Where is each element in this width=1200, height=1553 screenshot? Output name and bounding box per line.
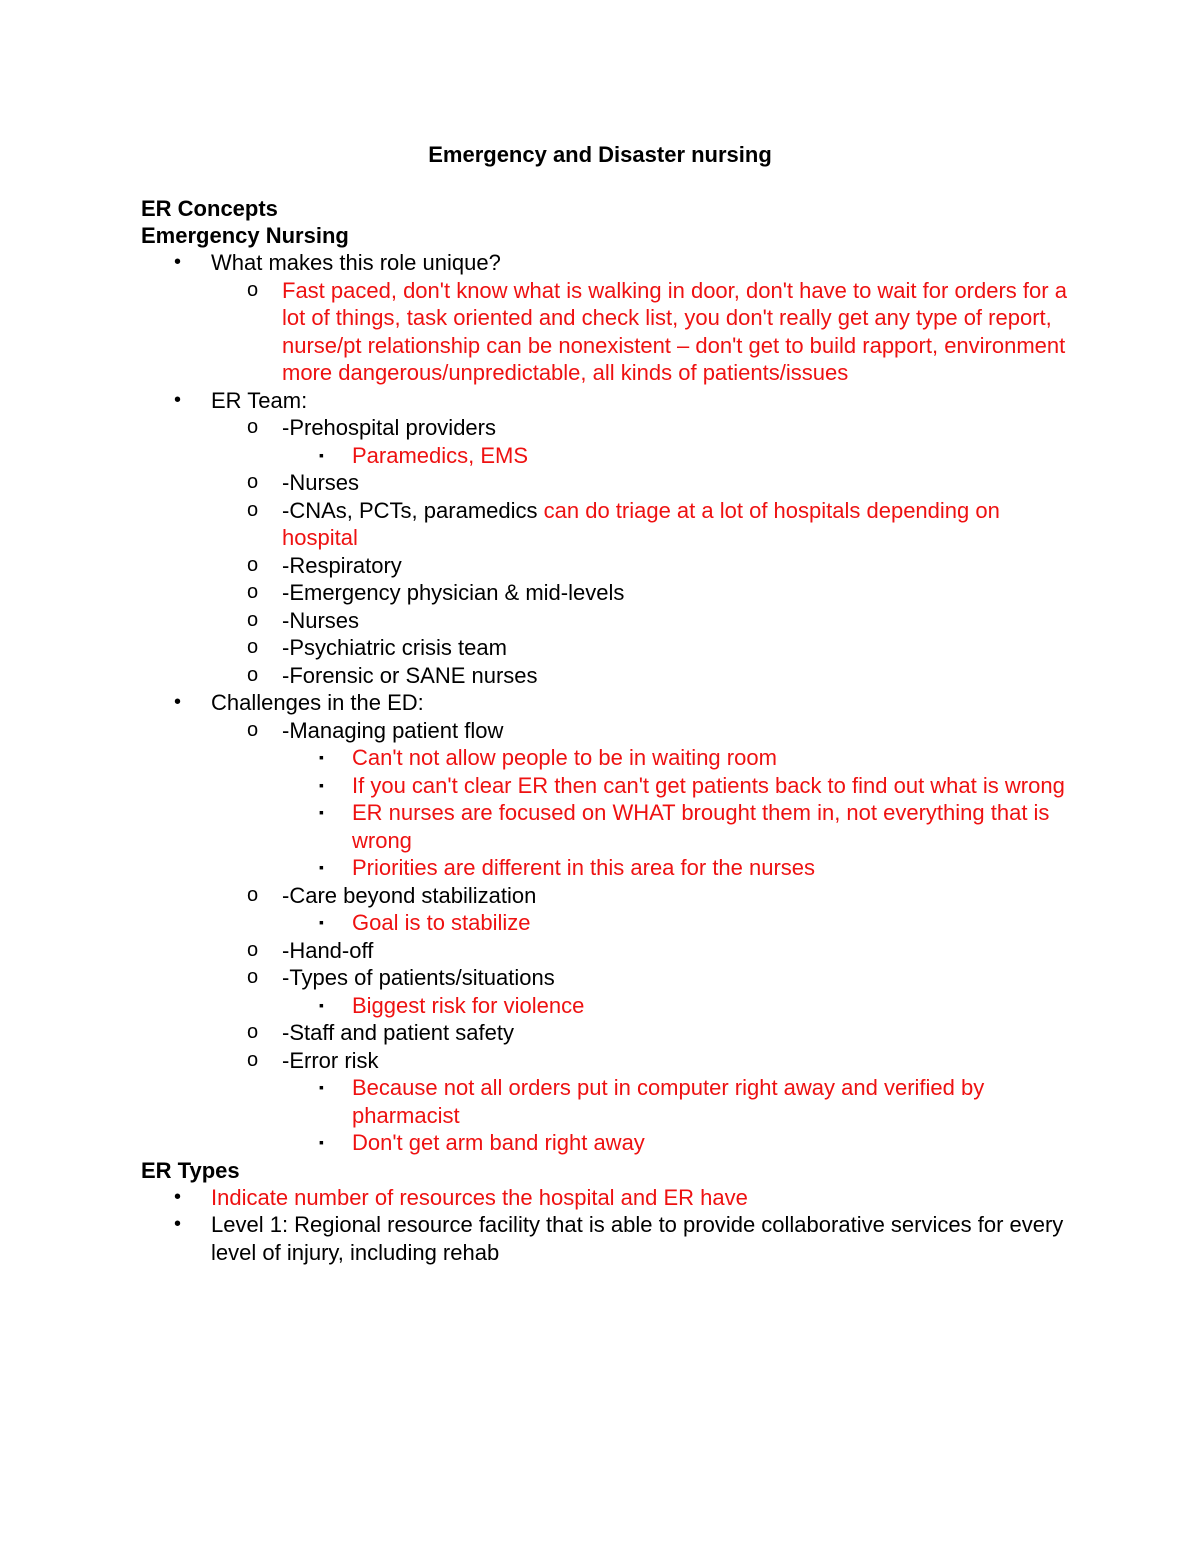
item-text: -Respiratory <box>282 552 402 578</box>
circle-bullet-icon: o <box>247 938 259 961</box>
list-item <box>141 607 1071 635</box>
circle-bullet-icon: o <box>247 581 259 603</box>
heading-emergency-nursing: Emergency Nursing <box>141 223 349 248</box>
item-text: Level 1: Regional resource facility that is able to provide collaborative services for every level of injury, including rehab <box>211 1212 1064 1265</box>
item-text: -Psychiatric crisis team <box>282 635 507 660</box>
list-item <box>141 579 1071 607</box>
square-bullet-icon: ▪ <box>319 749 324 765</box>
item-text: Fast paced, don't know what is walking in door, don't have to wait for orders for a lot of things, task oriented and check list, you don't really get any type of report, nurse/pt relationship can be nonexistent – don't get to build rapport, environment more dangerous/unpredictable, all kinds of patients/issues <box>282 277 1067 385</box>
item-text: Priorities are different in this area for the nurses <box>352 855 816 880</box>
item-text: Don't get arm band right away <box>352 1130 645 1155</box>
list-item <box>141 799 1071 854</box>
circle-bullet-icon: o <box>247 416 259 438</box>
square-bullet-icon: ▪ <box>319 1079 324 1095</box>
square-bullet-icon: ▪ <box>319 446 324 463</box>
item-text: -Nurses <box>282 607 360 633</box>
list-item <box>141 277 1071 387</box>
item-text: Can't not allow people to be in waiting room <box>352 745 777 770</box>
circle-bullet-icon: o <box>247 966 259 988</box>
circle-bullet-icon: o <box>247 608 259 631</box>
item-text: Because not all orders put in computer right away and verified by pharmacist <box>352 1075 985 1128</box>
list-item <box>141 1074 1071 1129</box>
square-bullet-icon: ▪ <box>319 859 324 875</box>
heading-er-types: ER Types <box>141 1157 240 1183</box>
bullet-icon: • <box>174 251 182 273</box>
item-text: -Managing patient flow <box>282 717 504 743</box>
item-text: Indicate number of resources the hospital and ER have <box>211 1184 748 1210</box>
list-item <box>141 992 1071 1020</box>
list-item <box>141 772 1071 800</box>
circle-bullet-icon: o <box>247 498 259 521</box>
list-item <box>141 964 1071 992</box>
circle-bullet-icon: o <box>247 471 259 493</box>
list-item <box>141 689 1071 717</box>
square-bullet-icon: ▪ <box>319 776 324 793</box>
circle-bullet-icon: o <box>247 278 259 301</box>
bullet-icon: • <box>174 691 182 713</box>
list-item <box>141 249 1071 277</box>
item-text: Biggest risk for violence <box>352 992 585 1018</box>
square-bullet-icon: ▪ <box>319 914 324 930</box>
list-item <box>141 387 1071 415</box>
bullet-icon: • <box>174 388 182 411</box>
er-types-list <box>141 1184 1071 1267</box>
list-item <box>141 662 1071 690</box>
list-item <box>141 1047 1071 1075</box>
list-item <box>141 717 1071 745</box>
list-item <box>141 909 1071 937</box>
square-bullet-icon: ▪ <box>319 1134 324 1150</box>
item-text: If you can't clear ER then can't get patients back to find out what is wrong <box>352 772 1065 798</box>
item-text: -Error risk <box>282 1047 379 1073</box>
item-text: -Staff and patient safety <box>282 1020 514 1045</box>
bullet-icon: • <box>174 1185 182 1208</box>
item-text: -Emergency physician & mid-levels <box>282 580 625 605</box>
square-bullet-icon: ▪ <box>319 804 324 820</box>
item-text: -Prehospital providers <box>282 415 496 440</box>
circle-bullet-icon: o <box>247 663 259 686</box>
item-text: Goal is to stabilize <box>352 910 531 935</box>
list-item <box>141 1184 1071 1212</box>
list-item <box>141 1211 1071 1266</box>
heading-er-concepts: ER Concepts <box>141 196 278 221</box>
circle-bullet-icon: o <box>247 1021 259 1043</box>
list-item <box>141 1019 1071 1047</box>
item-text: -CNAs, PCTs, paramedics <box>282 497 544 523</box>
circle-bullet-icon: o <box>247 883 259 906</box>
circle-bullet-icon: o <box>247 553 259 576</box>
list-item <box>141 497 1071 552</box>
item-text: -Nurses <box>282 470 360 495</box>
circle-bullet-icon: o <box>247 718 259 741</box>
list-item <box>141 744 1071 772</box>
list-item <box>141 469 1071 497</box>
item-text: Challenges in the ED: <box>211 690 424 715</box>
item-text-note: can do triage at a lot of hospitals depending on hospital <box>282 497 1000 550</box>
circle-bullet-icon: o <box>247 636 259 658</box>
list-item <box>141 414 1071 442</box>
item-text: -Types of patients/situations <box>282 965 555 990</box>
item-text: ER nurses are focused on WHAT brought them in, not everything that is wrong <box>352 800 1050 853</box>
circle-bullet-icon: o <box>247 1048 259 1071</box>
list-item <box>141 634 1071 662</box>
list-item <box>141 854 1071 882</box>
item-text: ER Team: <box>211 387 308 413</box>
bullet-icon: • <box>174 1213 182 1235</box>
list-item <box>141 442 1071 470</box>
item-text: Paramedics, EMS <box>352 442 529 468</box>
item-text: What makes this role unique? <box>211 250 501 275</box>
list-item <box>141 1129 1071 1157</box>
item-text: -Forensic or SANE nurses <box>282 662 538 688</box>
list-item <box>141 882 1071 910</box>
list-item <box>141 937 1071 965</box>
item-text: -Hand-off <box>282 937 374 963</box>
square-bullet-icon: ▪ <box>319 996 324 1013</box>
list-item <box>141 552 1071 580</box>
emergency-nursing-list <box>141 249 1071 1157</box>
document-body <box>141 195 1071 1266</box>
item-text: -Care beyond stabilization <box>282 882 537 908</box>
document-title: Emergency and Disaster nursing <box>428 142 772 167</box>
